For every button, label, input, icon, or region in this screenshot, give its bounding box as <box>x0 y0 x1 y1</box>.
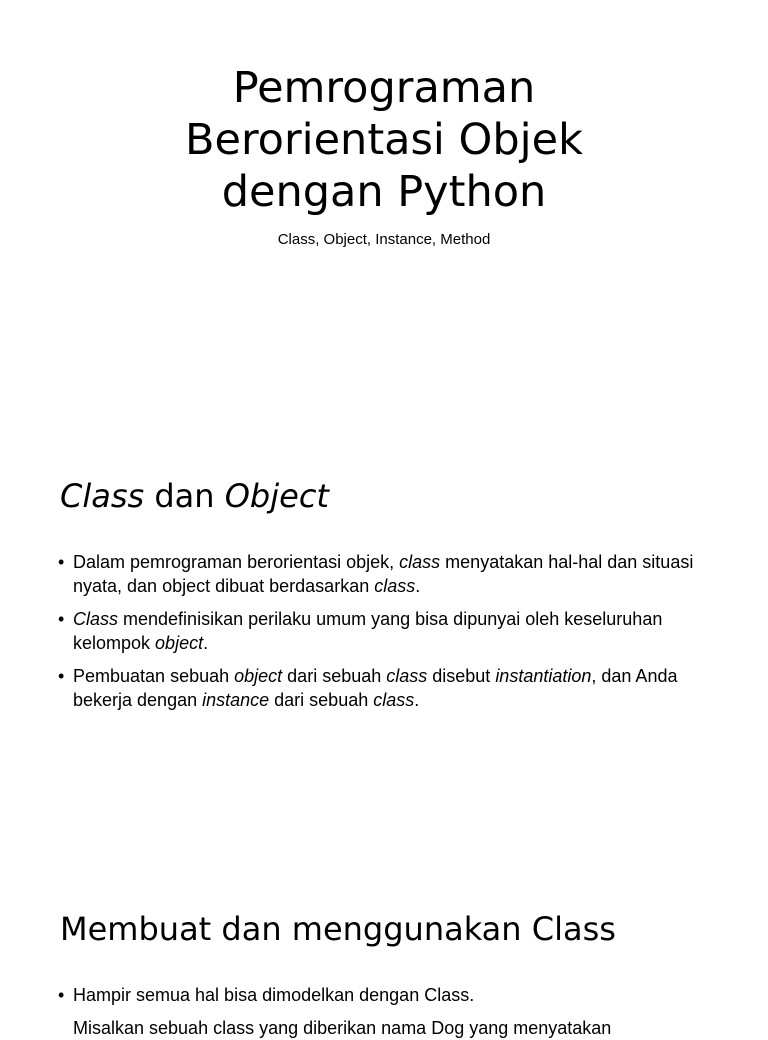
class-object-bullet-list <box>58 550 718 721</box>
text-run: . <box>203 633 209 653</box>
heading-object-word: Object <box>224 477 329 515</box>
bullet-text <box>73 552 693 596</box>
slide-subtitle: Class, Object, Instance, Method <box>277 231 491 248</box>
title-line: dengan Python <box>221 167 547 217</box>
class-object-heading <box>60 476 329 516</box>
italic-term: object <box>234 666 283 686</box>
text-run: dari sebuah <box>269 690 374 710</box>
title-line: Pemrograman <box>232 63 536 113</box>
list-item <box>58 550 718 598</box>
italic-term: class <box>374 576 416 596</box>
bullet-text: Misalkan sebuah class yang diberikan nama Dog yang menyatakan <box>73 1018 612 1038</box>
italic-term: object <box>155 633 204 653</box>
bullet-text <box>73 609 662 653</box>
bullet-text: Hampir semua hal bisa dimodelkan dengan Class. <box>73 985 475 1005</box>
bullet-mark: • <box>58 985 65 1005</box>
italic-term: instantiation <box>495 666 592 686</box>
italic-term: class <box>386 666 428 686</box>
text-run: . <box>414 690 420 710</box>
list-item <box>58 607 718 655</box>
membuat-class-heading: Membuat dan menggunakan Class <box>60 910 616 948</box>
slide-title <box>0 62 768 218</box>
bullet-mark: • <box>58 609 65 629</box>
heading-class-word: Class <box>60 477 145 515</box>
text-run: Pembuatan sebuah <box>73 666 235 686</box>
heading-middle-text: dan <box>144 477 225 515</box>
italic-term: Class <box>73 609 119 629</box>
text-run: . <box>415 576 421 596</box>
italic-term: class <box>399 552 441 572</box>
clipped-bullet <box>73 1016 611 1040</box>
text-run: menyatakan hal-hal dan situasi nyata, dan object dibuat berdasarkan <box>73 552 694 596</box>
italic-term: instance <box>202 690 270 710</box>
list-item <box>58 664 718 712</box>
list-item <box>58 983 718 1007</box>
bullet-text <box>73 666 677 710</box>
membuat-class-bullet-list <box>58 983 718 1016</box>
text-run: , dan Anda bekerja dengan <box>73 666 678 710</box>
title-line: Berorientasi Objek <box>184 115 583 165</box>
text-run: disebut <box>427 666 496 686</box>
text-run: mendefinisikan perilaku umum yang bisa dipunyai oleh keseluruhan kelompok <box>73 609 663 653</box>
text-run: Dalam pemrograman berorientasi objek, <box>73 552 400 572</box>
bullet-mark: • <box>58 552 65 572</box>
bullet-mark: • <box>58 666 65 686</box>
italic-term: class <box>373 690 415 710</box>
text-run: dari sebuah <box>282 666 387 686</box>
